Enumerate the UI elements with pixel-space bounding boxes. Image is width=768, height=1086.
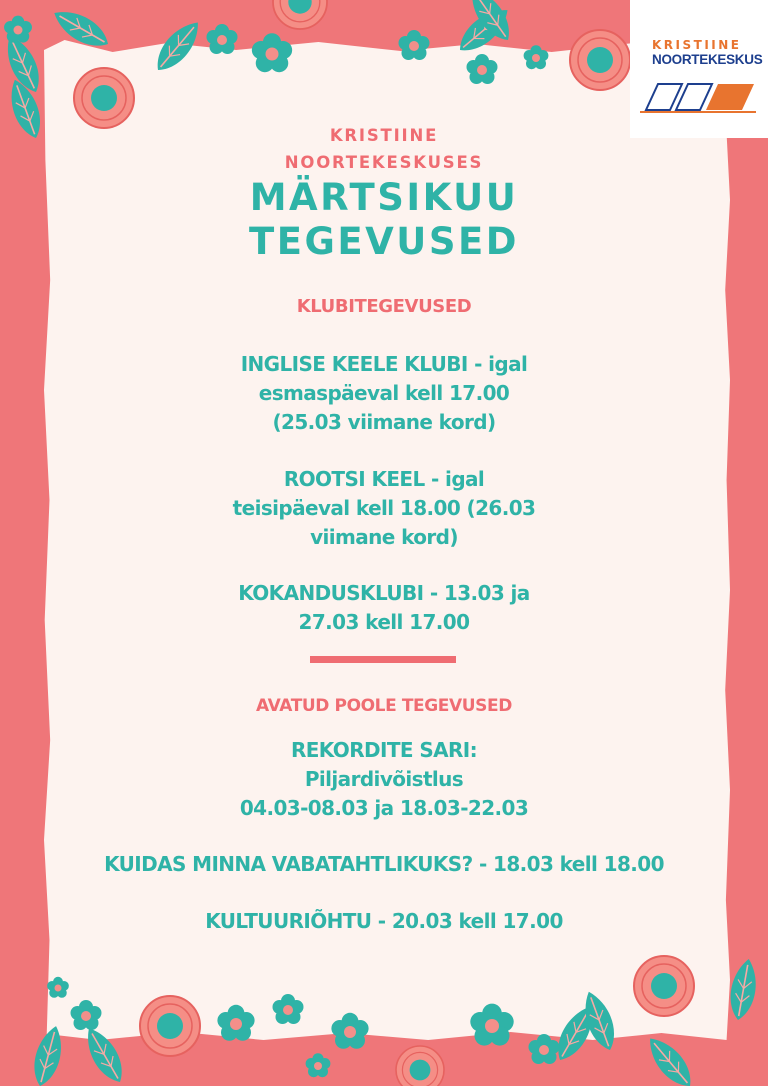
cooking-club-line-2: 27.03 kell 17.00 — [298, 610, 470, 634]
logo-stripes-icon — [638, 80, 760, 114]
brand-logo — [630, 0, 768, 138]
swedish-line-1: ROOTSI KEEL - igal — [283, 467, 485, 491]
english-club-line-3: (25.03 viimane kord) — [272, 410, 496, 434]
kicker-line-1: KRISTIINE — [329, 126, 439, 145]
page-title-line-2: TEGEVUSED — [249, 220, 519, 263]
page-title-line-1: MÄRTSIKUU — [249, 176, 519, 219]
records-line-3: 04.03-08.03 ja 18.03-22.03 — [239, 796, 529, 820]
logo-text-noortekeskus: NOORTEKESKUS — [652, 52, 763, 67]
logo-text-kristiine: KRISTIINE — [652, 38, 742, 52]
kicker-line-2: NOORTEKESKUSES — [284, 153, 484, 172]
section-divider — [310, 656, 456, 663]
culture-evening-line: KULTUURIÕHTU - 20.03 kell 17.00 — [205, 909, 563, 933]
cooking-club-line-1: KOKANDUSKLUBI - 13.03 ja — [238, 581, 530, 605]
volunteer-line: KUIDAS MINNA VABATAHTLIKUKS? - 18.03 kell 18.00 — [104, 852, 664, 876]
swedish-line-3: viimane kord) — [310, 525, 458, 549]
english-club-line-2: esmaspäeval kell 17.00 — [258, 381, 510, 405]
club-section-heading: KLUBITEGEVUSED — [296, 296, 472, 317]
records-line-1: REKORDITE SARI: — [290, 738, 478, 762]
records-line-2: Piljardivõistlus — [304, 767, 464, 791]
swedish-line-2: teisipäeval kell 18.00 (26.03 — [232, 496, 536, 520]
english-club-line-1: INGLISE KEELE KLUBI - igal — [240, 352, 528, 376]
open-section-heading: AVATUD POOLE TEGEVUSED — [256, 696, 512, 716]
